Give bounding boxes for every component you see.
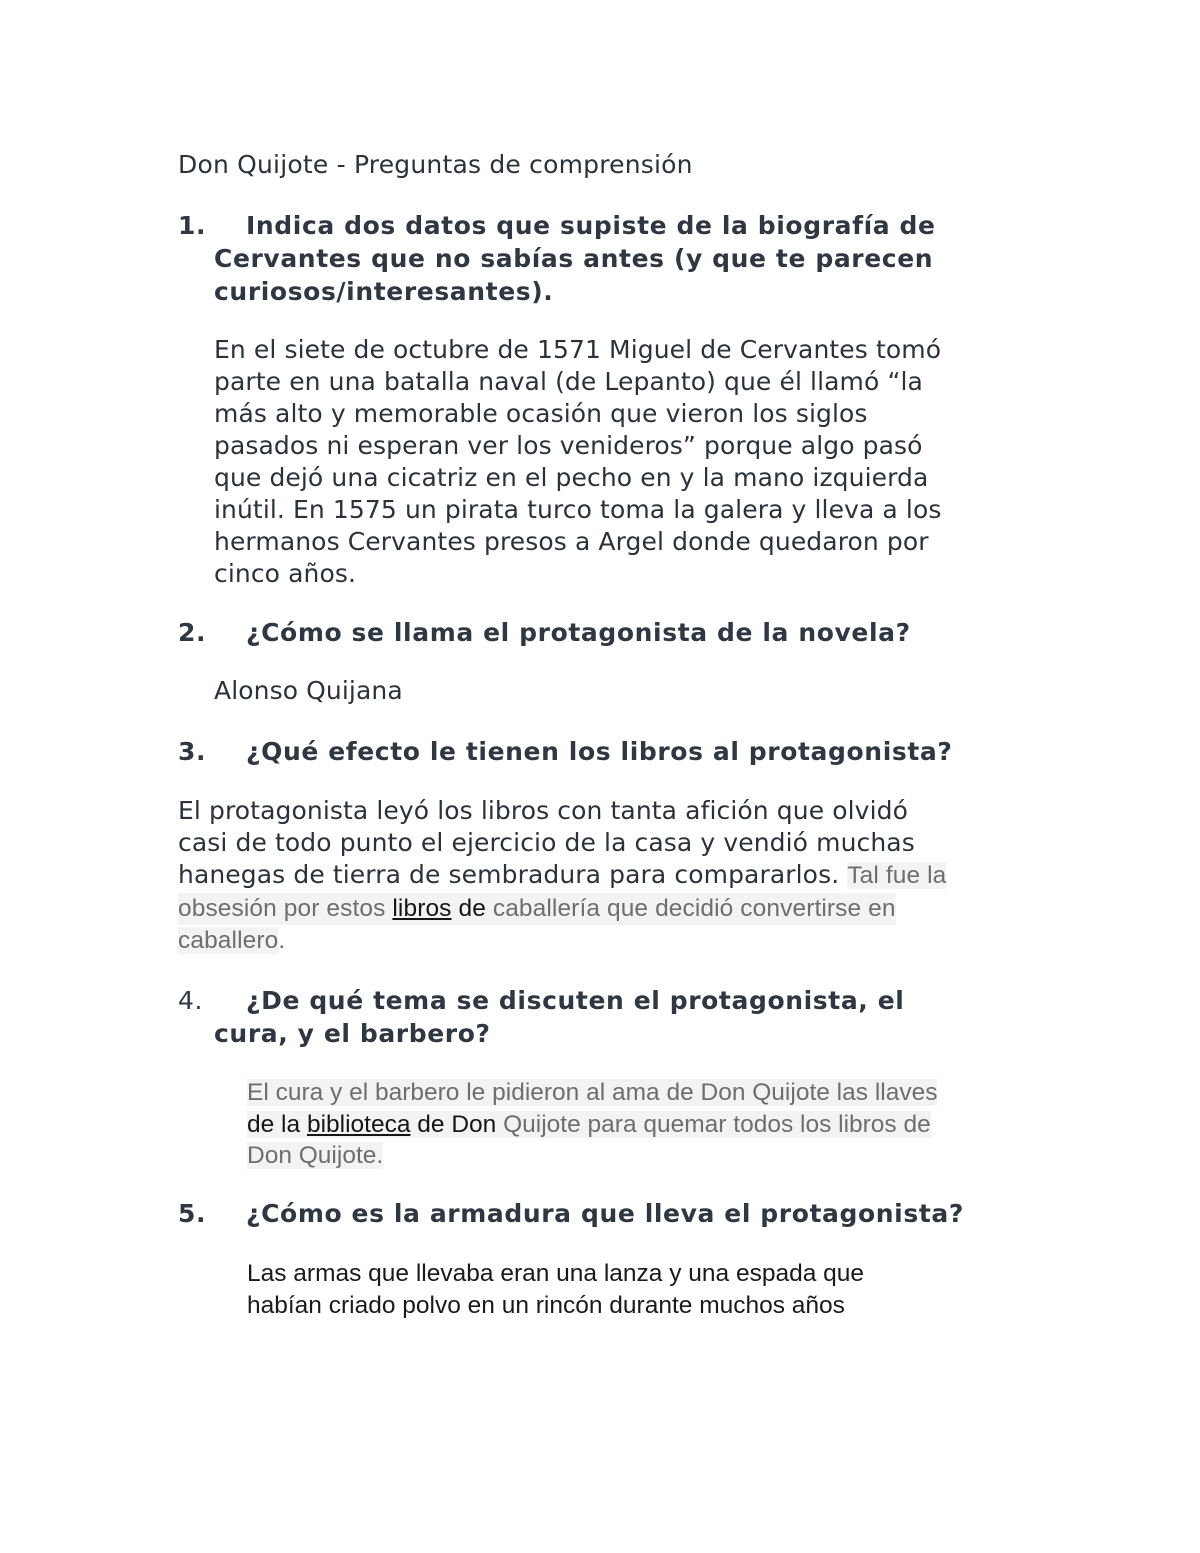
answer-text: Quijote para quemar todos los libros de [503, 1110, 931, 1138]
pasted-text: caballero [178, 927, 279, 954]
question-text: curiosos/interesantes). [214, 277, 554, 306]
answer-line [178, 859, 1078, 892]
question-2 [178, 616, 1078, 649]
pasted-text: Tal fue la [847, 862, 947, 889]
answer-line: habían criado polvo en un rincón durante muchos años [247, 1291, 845, 1319]
question-3 [178, 735, 1078, 768]
answer-line: más alto y memorable ocasión que vieron los siglos [214, 399, 868, 428]
question-text: ¿De qué tema se discuten el protagonista, el [246, 986, 905, 1015]
answer-line: pasados ni esperan ver los venideros” porque algo pasó [214, 431, 923, 460]
answer-line: Las armas que llevaba eran una lanza y una espada que [247, 1260, 865, 1287]
answer-5 [247, 1258, 1067, 1321]
question-1 [178, 209, 1078, 308]
question-text: Cervantes que no sabías antes (y que te parecen [214, 244, 934, 273]
question-text: ¿Cómo se llama el protagonista de la novela? [246, 618, 911, 647]
pasted-text: . [278, 927, 286, 954]
question-5 [178, 1197, 1078, 1230]
libros-link[interactable]: libros [392, 895, 452, 922]
answer-line: que dejó una cicatriz en el pecho en y la mano izquierda [214, 463, 929, 492]
answer-line: hermanos Cervantes presos a Argel donde quedaron por [214, 527, 929, 556]
pasted-text: obsesión por estos [178, 895, 386, 922]
answer-4 [247, 1077, 1047, 1172]
answer-text: El cura y el barbero le pidieron al ama de Don Quijote las llaves [247, 1079, 938, 1106]
pasted-text: caballería que decidió convertirse en [492, 895, 896, 922]
answer-text: de Don [417, 1110, 497, 1138]
answer-text: Don Quijote. [247, 1142, 384, 1169]
question-text: cura, y el barbero? [214, 1019, 491, 1048]
pasted-line [178, 893, 896, 925]
answer-line: inútil. En 1575 un pirata turco toma la galera y lleva a los [214, 495, 942, 524]
question-number: 2. [178, 618, 207, 647]
answer-text: hanegas de tierra de sembradura para compararlos. [178, 860, 840, 889]
answer-line: casi de todo punto el ejercicio de la casa y vendió muchas [178, 828, 915, 857]
question-text: ¿Qué efecto le tienen los libros al protagonista? [246, 737, 953, 766]
biblioteca-link[interactable]: biblioteca [306, 1110, 411, 1138]
answer-line: parte en una batalla naval (de Lepanto) que él llamó “la [214, 367, 923, 396]
question-number: 5. [178, 1199, 207, 1228]
question-text: Indica dos datos que supiste de la biografía de [246, 211, 936, 240]
answer-2: Alonso Quijana [214, 676, 403, 705]
answer-line: En el siete de octubre de 1571 Miguel de Cervantes tomó [214, 335, 942, 364]
answer-line: El protagonista leyó los libros con tanta afición que olvidó [178, 796, 908, 825]
question-number: 3. [178, 737, 207, 766]
answer-3 [178, 795, 1078, 956]
answer-text: de la [247, 1110, 301, 1138]
question-text: ¿Cómo es la armadura que lleva el protagonista? [246, 1199, 964, 1228]
question-number: 4. [178, 986, 204, 1015]
document-title: Don Quijote - Preguntas de comprensión [178, 150, 693, 179]
pasted-text: de [458, 895, 486, 922]
answer-1 [214, 334, 1094, 590]
question-4 [178, 984, 1078, 1050]
question-number: 1. [178, 211, 207, 240]
answer-line: cinco años. [214, 559, 357, 588]
